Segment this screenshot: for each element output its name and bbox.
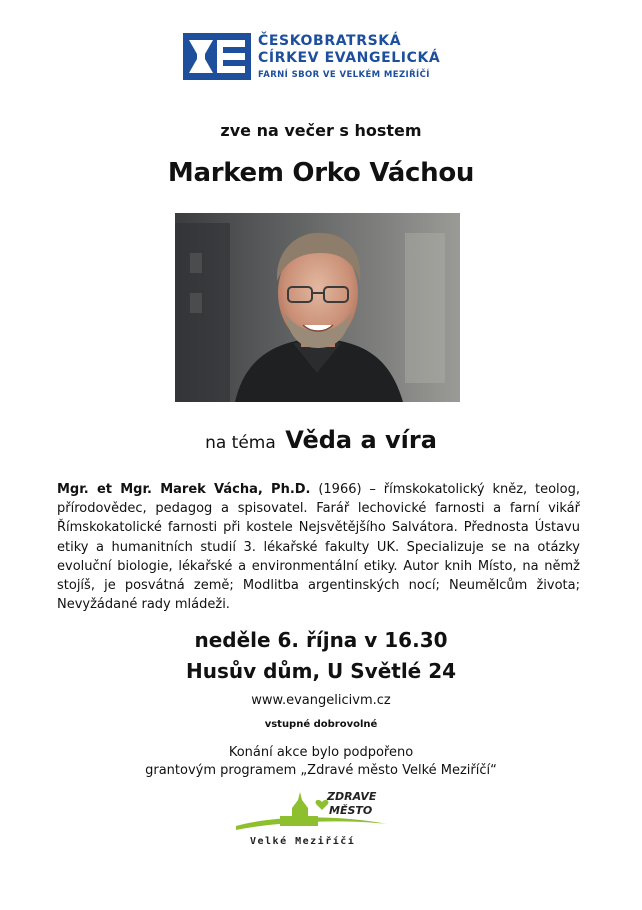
bio-name: Mgr. et Mgr. Marek Vácha, Ph.D.	[57, 482, 311, 497]
zm-logo-line2: MĚSTO	[329, 804, 373, 817]
topic-title: Věda a víra	[285, 426, 437, 454]
portrait-photo-icon	[175, 213, 460, 402]
cce-chalice-cross-logo-icon	[183, 33, 251, 80]
event-venue: Husův dům, U Světlé 24	[185, 659, 457, 683]
zdrave-mesto-logo-icon	[232, 786, 392, 848]
org-name-line1: ČESKOBRATRSKÁ	[258, 33, 402, 49]
guest-bio	[57, 480, 580, 614]
website-link[interactable]: www.evangelicivm.cz	[251, 693, 391, 708]
zm-logo-line1: ZDRAVE	[327, 790, 377, 803]
guest-name: Markem Orko Váchou	[167, 158, 475, 188]
support-line2: grantovým programem „Zdravé město Velké Meziříčí“	[145, 763, 497, 778]
support-line1: Konání akce bylo podpořeno	[228, 745, 414, 760]
church-logo-text	[258, 33, 440, 80]
topic-prefix: na téma	[205, 433, 276, 453]
bio-text: (1966) – římskokatolický kněz, teolog, přírodovědec, pedagog a spisovatel. Farář lechovické farnosti a farní vikář Římskokatolické farnosti při kostele Nejsvětějšího Salvátora. Přednosta Ústavu etiky a humanitních studií 3. lékařské fakulty UK. Specializuje se na otázky evoluční biologie, lékařské a environmentální etiky. Autor knih Místo, na němž stojíš, je posvátná země; Modlitba argentinských nocí; Neumělcům života; Nevyžádané rady mládeži.	[57, 482, 580, 613]
org-name-line3: FARNÍ SBOR VE VELKÉM MEZIŘÍČÍ	[258, 70, 430, 80]
org-name-line2: CÍRKEV EVANGELICKÁ	[258, 50, 441, 66]
church-logo	[183, 33, 483, 83]
invite-text: zve na večer s hostem	[220, 121, 422, 140]
event-date: neděle 6. října v 16.30	[194, 628, 448, 652]
zm-logo-line3: Velké Meziříčí	[250, 836, 356, 847]
entry-fee: vstupné dobrovolné	[264, 719, 378, 730]
topic-line	[0, 426, 642, 454]
